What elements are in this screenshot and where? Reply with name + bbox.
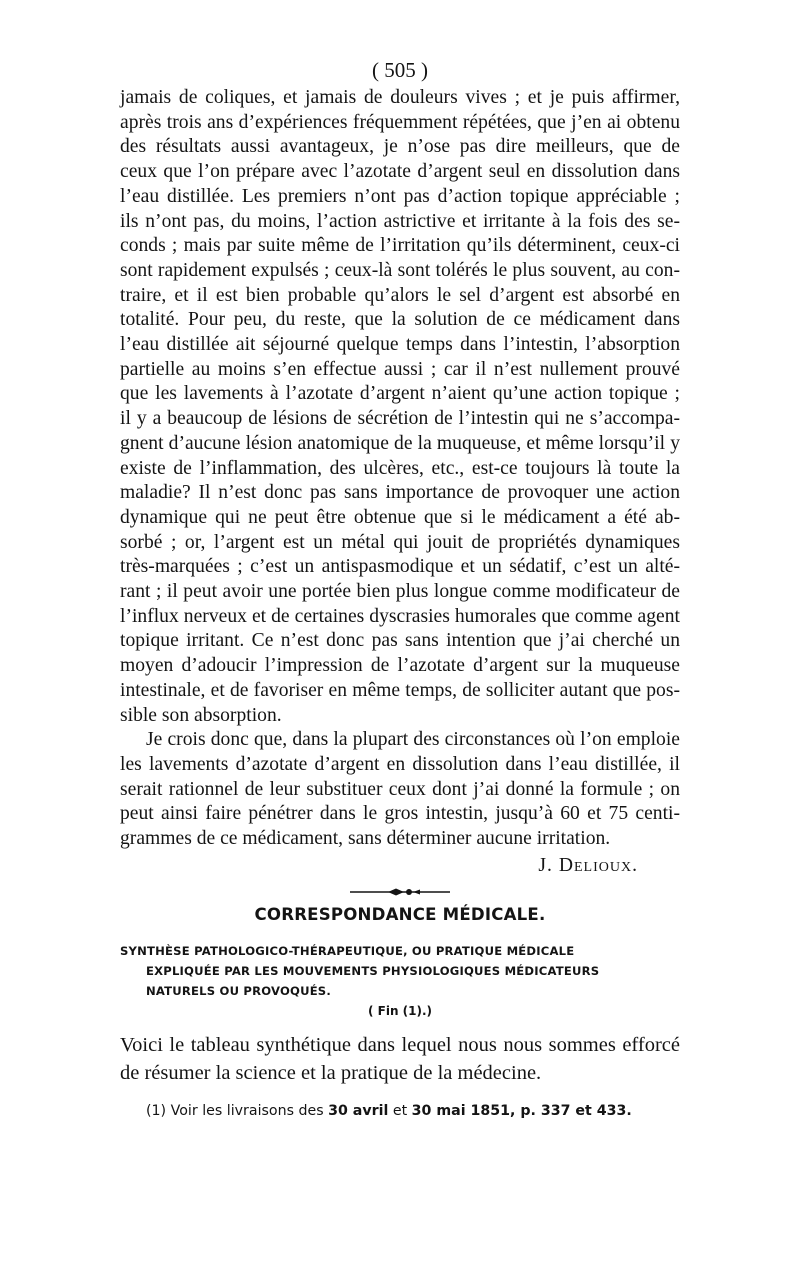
- text-line: ils n’ont pas, du moins, l’action astrictive et irritante à la fois des se-: [120, 210, 680, 232]
- text-line: maladie? Il n’est donc pas sans importance de provoquer une action: [120, 482, 680, 504]
- text-line: que les lavements à l’azotate d’argent n’aient qu’une action topique ;: [120, 383, 680, 405]
- text-line: moyen d’adoucir l’impression de l’azotate d’argent sur la muqueuse: [120, 655, 680, 677]
- text-line: sible son absorption.: [120, 704, 282, 726]
- footnote-marker: (1): [146, 1102, 167, 1119]
- article-title-line: EXPLIQUÉE PAR LES MOUVEMENTS PHYSIOLOGIQUES MÉDICATEURS: [146, 963, 600, 978]
- article-title-line: SYNTHÈSE PATHOLOGICO-THÉRAPEUTIQUE, OU PRATIQUE MÉDICALE: [120, 943, 575, 958]
- text-line: il y a beaucoup de lésions de sécrétion de l’intestin qui ne s’accompa-: [120, 408, 680, 430]
- text-line: gnent d’aucune lésion anatomique de la muqueuse, et même lorsqu’il y: [120, 432, 680, 454]
- text-line: sont rapidement expulsés ; ceux-là sont tolérés le plus souvent, au con-: [120, 259, 680, 281]
- text-line: Voici le tableau synthétique dans lequel nous nous sommes efforcé: [120, 1033, 680, 1056]
- text-line: serait rationnel de leur substituer ceux dont j’ai donné la formule ; on: [120, 778, 680, 800]
- footnote: [120, 1101, 680, 1121]
- text-line: Je crois donc que, dans la plupart des circonstances où l’on emploie: [146, 729, 680, 751]
- text-line: dynamique qui ne peut être obtenue que si le médicament a été ab-: [120, 506, 680, 528]
- page: [120, 58, 680, 1121]
- text-line: l’eau distillée ait séjourné quelque temps dans l’intestin, l’absorption: [120, 334, 680, 356]
- footnote-text: Voir les livraisons des: [170, 1102, 329, 1119]
- footnote-conjunction: et: [388, 1102, 412, 1119]
- text-line: peut ainsi faire pénétrer dans le gros intestin, jusqu’à 60 et 75 centi-: [120, 803, 680, 825]
- article-title-line: NATURELS OU PROVOQUÉS.: [146, 983, 331, 998]
- text-line: rant ; il peut avoir une portée bien plus longue comme modificateur de: [120, 581, 680, 603]
- ornament-divider: [350, 887, 450, 897]
- text-line: les lavements d’azotate d’argent en dissolution dans l’eau distillée, il: [120, 753, 680, 775]
- footnote-date-may: 30 mai 1851: [411, 1102, 511, 1119]
- text-line: traire, et il est bien probable qu’alors le sel d’argent est absorbé en: [120, 284, 680, 306]
- footnote-pages: , p. 337 et 433.: [510, 1102, 632, 1119]
- section-title: CORRESPONDANCE MÉDICALE.: [254, 904, 546, 924]
- page-number: ( 505 ): [372, 58, 428, 82]
- text-line: topique irritant. Ce n’est donc pas sans intention que j’ai cherché un: [120, 630, 680, 652]
- text-line: de résumer la science et la pratique de la médecine.: [120, 1061, 542, 1084]
- footnote-date-april: 30 avril: [328, 1102, 389, 1119]
- text-line: totalité. Pour peu, du reste, que la solution de ce médicament dans: [120, 309, 680, 331]
- text-line: très-marquées ; c’est un antispasmodique et un sédatif, c’est un alté-: [120, 556, 680, 578]
- text-line: des résultats aussi avantageux, je n’ose pas dire meilleurs, que de: [120, 136, 680, 158]
- text-line: sorbé ; or, l’argent est un métal qui jouit de propriétés dynamiques: [120, 531, 680, 553]
- fin-note: ( Fin (1).): [367, 1003, 433, 1018]
- text-line: après trois ans d’expériences fréquemment répétées, que j’en ai obtenu: [120, 111, 680, 133]
- text-line: jamais de coliques, et jamais de douleurs vives ; et je puis affirmer,: [120, 87, 680, 108]
- article-body: [120, 86, 680, 852]
- author-name: J. Delioux.: [538, 854, 638, 876]
- closing-paragraph: [120, 1031, 680, 1087]
- text-line: l’eau distillée. Les premiers n’ont pas d’action topique appréciable ;: [120, 185, 680, 207]
- paragraph-conclusion: [120, 728, 680, 852]
- text-line: conds ; mais par suite même de l’irritation qu’ils déterminent, ceux-ci: [120, 235, 680, 257]
- text-line: grammes de ce médicament, sans déterminer aucune irritation.: [120, 828, 611, 850]
- text-line: existe de l’inflammation, des ulcères, etc., est-ce toujours là toute la: [120, 457, 680, 479]
- text-line: intestinale, et de favoriser en même temps, de solliciter autant que pos-: [120, 679, 680, 701]
- text-line: partielle au moins s’en effectue aussi ; car il n’est nullement prouvé: [120, 358, 680, 380]
- text-line: l’influx nerveux et de certaines dyscrasies humorales que comme agent: [120, 605, 680, 627]
- author-signature: [120, 853, 680, 879]
- article-title: [120, 941, 680, 1001]
- text-line: ceux que l’on prépare avec l’azotate d’argent seul en dissolution dans: [120, 161, 680, 183]
- paragraph-continued: [120, 86, 680, 728]
